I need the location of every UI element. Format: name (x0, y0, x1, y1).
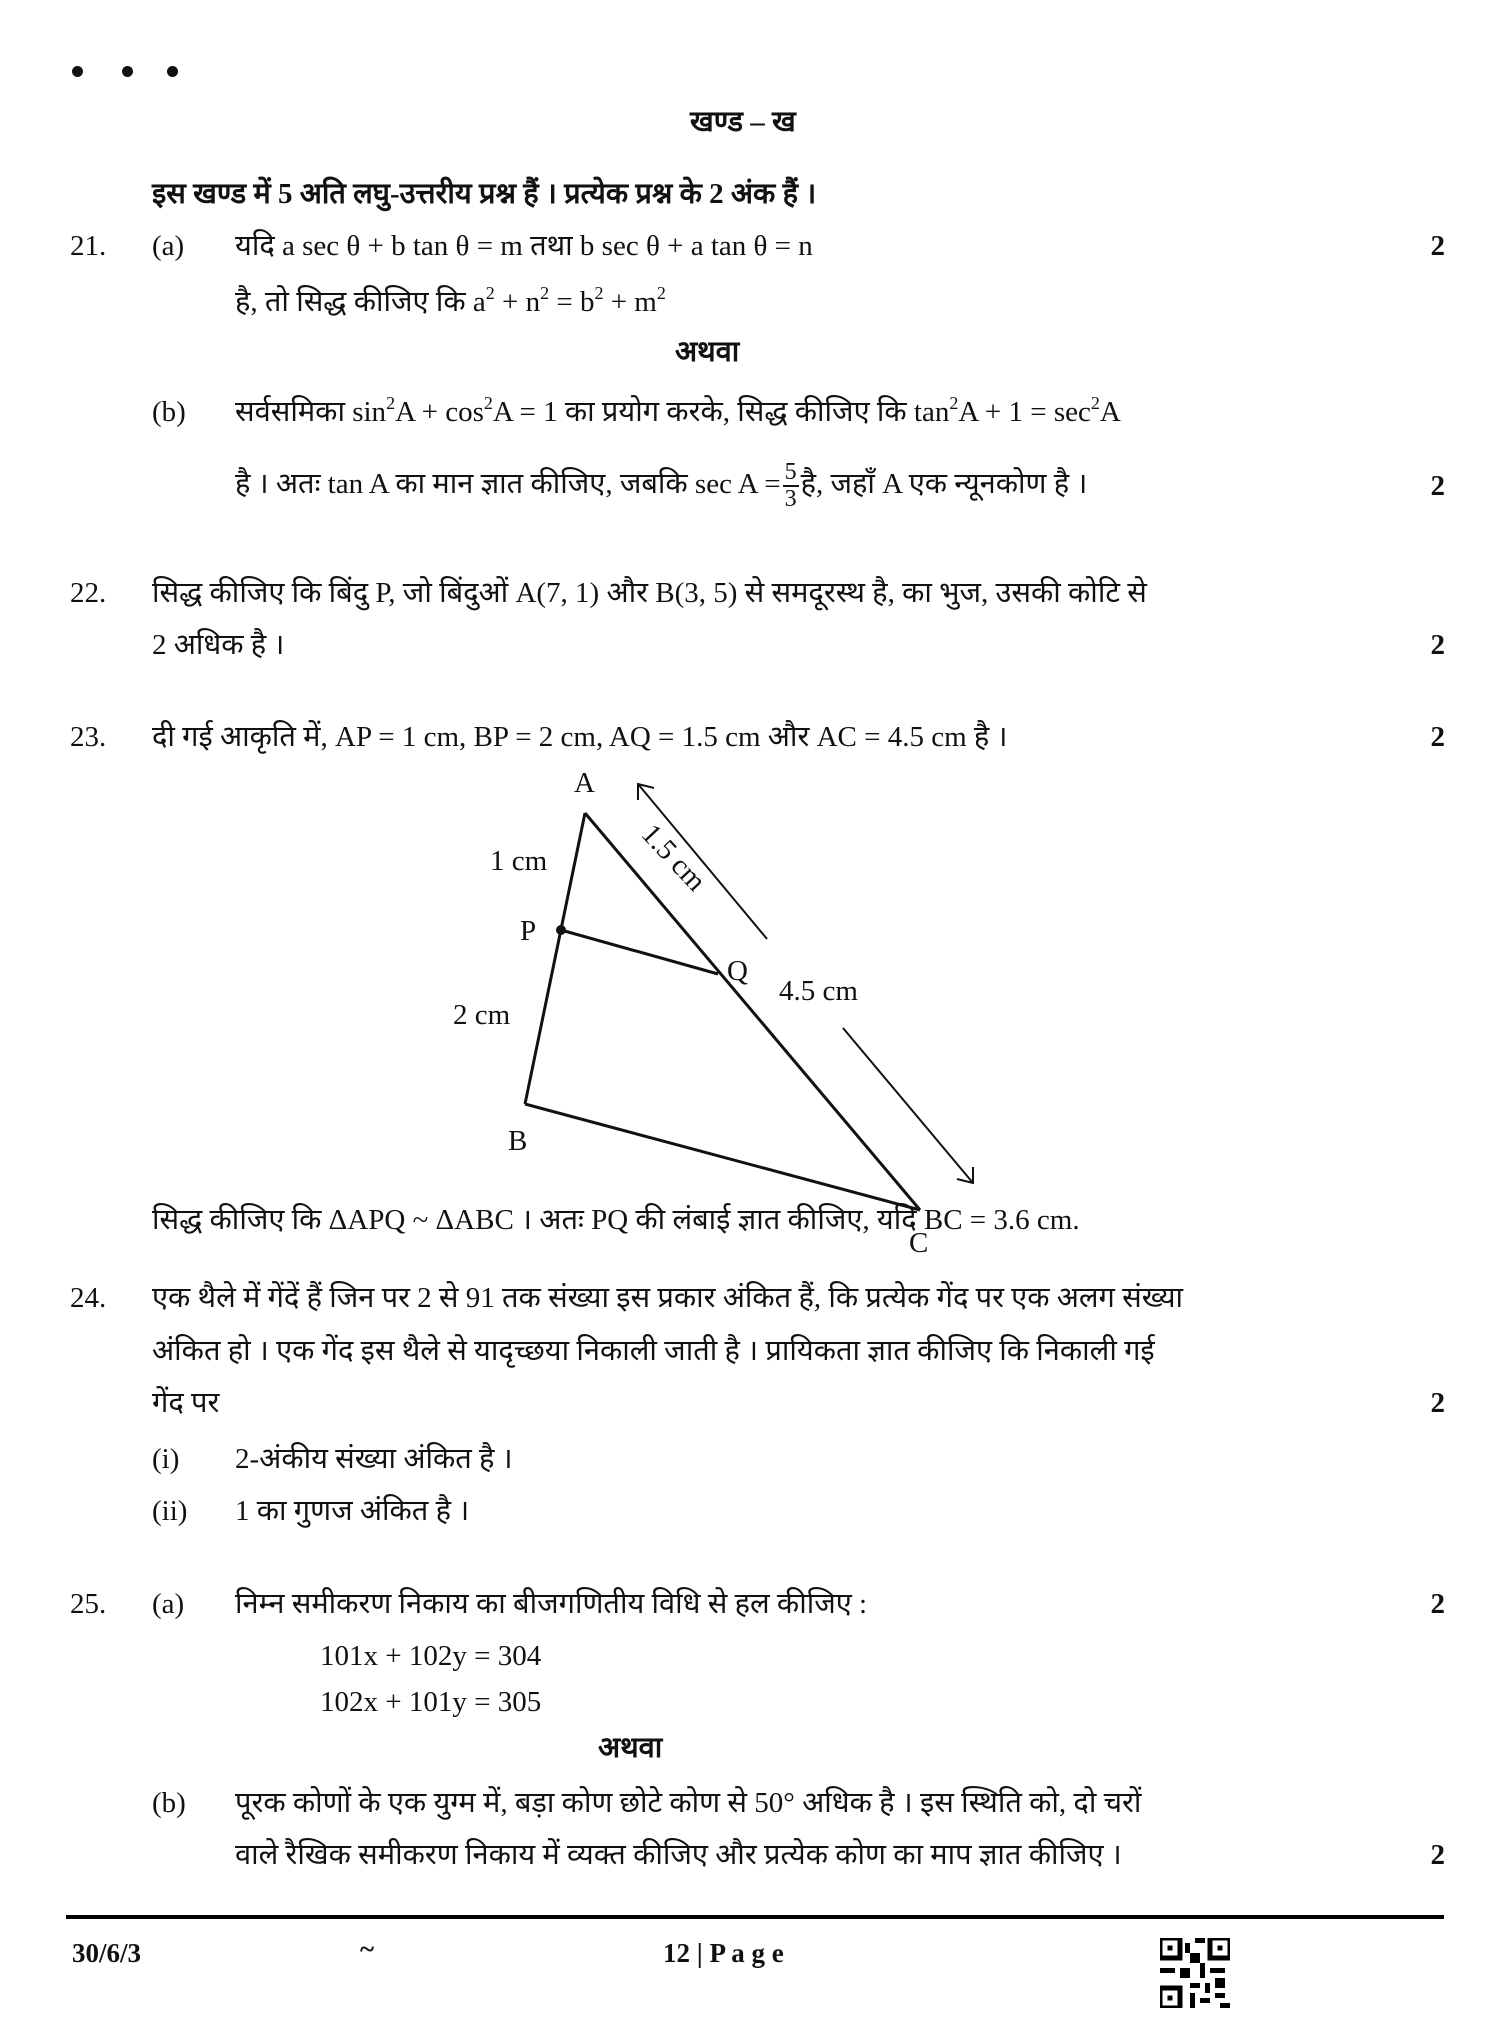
label-bp: 2 cm (453, 999, 511, 1031)
exponent: 2 (483, 393, 493, 413)
page-number: 12 | P a g e (663, 1938, 784, 1968)
side-ac (585, 813, 920, 1210)
q24-part-label: (i) (152, 1443, 180, 1475)
exponent: 2 (540, 283, 550, 303)
label-p: P (520, 915, 537, 947)
q24-marks: 2 (1430, 1387, 1445, 1419)
text: है । अतः tan A का मान ज्ञात कीजिए, जबकि sec A = (235, 467, 781, 500)
text: A (1099, 396, 1121, 428)
or-label: अथवा (598, 1732, 663, 1764)
text: A = 1 का प्रयोग करके, सिद्ध कीजिए कि tan (492, 396, 950, 428)
q22-number: 22. (70, 577, 107, 609)
label-c: C (909, 1227, 929, 1259)
label-ap: 1 cm (490, 845, 548, 877)
text: A + cos (395, 396, 484, 428)
exponent: 2 (594, 283, 604, 303)
qr-code-icon (1160, 1938, 1230, 2008)
q25-a-label: (a) (152, 1588, 185, 1620)
label-b: B (508, 1125, 528, 1157)
side-bc (525, 1104, 920, 1210)
text: A + 1 = sec (958, 396, 1091, 428)
text: + n (494, 286, 541, 318)
q23-text-2: सिद्ध कीजिए कि ΔAPQ ~ ΔABC । अतः PQ की लंबाई ज्ञात कीजिए, यदि BC = 3.6 cm. (152, 1204, 1080, 1236)
q22-marks: 2 (1430, 629, 1445, 661)
equation-2: 102x + 101y = 305 (320, 1686, 542, 1718)
exponent: 2 (485, 283, 495, 303)
or-label: अथवा (675, 336, 740, 368)
exponent: 2 (656, 283, 666, 303)
q24-part-text: 2-अंकीय संख्या अंकित है । (235, 1443, 513, 1475)
footer-divider (66, 1915, 1444, 1919)
q24-text: एक थैले में गेंदें हैं जिन पर 2 से 91 तक संख्या इस प्रकार अंकित हैं, कि प्रत्येक गेंद पर एक अलग संख्या (152, 1282, 1184, 1314)
text: है, जहाँ A एक न्यूनकोण है । (800, 467, 1088, 500)
q21-b-marks: 2 (1430, 469, 1445, 502)
point-p (556, 925, 566, 935)
text: है, तो सिद्ध कीजिए कि a (235, 286, 486, 318)
q24-number: 24. (70, 1282, 107, 1314)
q24-row-3 (152, 1389, 1445, 1418)
q24-text-3: गेंद पर (152, 1387, 220, 1419)
exponent: 2 (1090, 393, 1100, 413)
q24-part-label: (ii) (152, 1495, 188, 1527)
footer-tilde: ~ (360, 1934, 375, 1964)
section-title: खण्ड – ख (690, 106, 796, 138)
numerator: 5 (783, 460, 799, 487)
q25-a-row (235, 1590, 1445, 1619)
q23-number: 23. (70, 721, 107, 753)
q25-b-row-2 (235, 1841, 1445, 1870)
label-a: A (574, 767, 595, 799)
q21-a-marks: 2 (1430, 230, 1445, 262)
q21-number: 21. (70, 230, 107, 262)
q22-text: सिद्ध कीजिए कि बिंदु P, जो बिंदुओं A(7, 1) और B(3, 5) से समदूरस्थ है, का भुज, उसकी कोटि से (152, 577, 1147, 609)
equation-1: 101x + 102y = 304 (320, 1640, 542, 1672)
arrow-ac (843, 1028, 973, 1183)
section-intro: इस खण्ड में 5 अति लघु-उत्तरीय प्रश्न हैं । प्रत्येक प्रश्न के 2 अंक हैं । (152, 178, 817, 210)
q23-text: दी गई आकृति में, AP = 1 cm, BP = 2 cm, AQ = 1.5 cm और AC = 4.5 cm है । (152, 721, 1008, 753)
q21-a-label: (a) (152, 230, 185, 262)
q21-b-label: (b) (152, 396, 186, 428)
q24-text-2: अंकित हो । एक गेंद इस थैले से यादृच्छया निकाली जाती है । प्रायिकता ज्ञात कीजिए कि निकाली गई (152, 1335, 1155, 1367)
q21-a-text: यदि a sec θ + b tan θ = m तथा b sec θ + a tan θ = n (235, 230, 813, 262)
segment-pq (561, 930, 718, 974)
q25-b-label: (b) (152, 1787, 186, 1819)
q22-text-2: 2 अधिक है । (152, 629, 285, 661)
label-q: Q (727, 955, 748, 987)
q25-a-marks: 2 (1430, 1588, 1445, 1620)
denominator: 3 (784, 486, 797, 512)
paper-code: 30/6/3 (72, 1938, 142, 1968)
q23-marks: 2 (1430, 721, 1445, 753)
exponent: 2 (949, 393, 959, 413)
q24-part-text: 1 का गुणज अंकित है । (235, 1495, 470, 1527)
q25-a-text: निम्न समीकरण निकाय का बीजगणितीय विधि से हल कीजिए : (235, 1588, 868, 1620)
q25-b-text: पूरक कोणों के एक युग्म में, बड़ा कोण छोटे कोण से 50° अधिक है । इस स्थिति को, दो चरों (235, 1787, 1142, 1819)
q25-b-marks: 2 (1430, 1839, 1445, 1871)
exponent: 2 (386, 393, 396, 413)
label-ac: 4.5 cm (779, 975, 858, 1007)
q25-b-text-2: वाले रैखिक समीकरण निकाय में व्यक्त कीजिए और प्रत्येक कोण का माप ज्ञात कीजिए । (235, 1839, 1122, 1871)
label-aq: 1.5 cm (634, 817, 713, 898)
text: सर्वसमिका sin (235, 396, 387, 428)
text: + m (603, 286, 657, 318)
q25-number: 25. (70, 1588, 107, 1620)
text: = b (549, 286, 595, 318)
